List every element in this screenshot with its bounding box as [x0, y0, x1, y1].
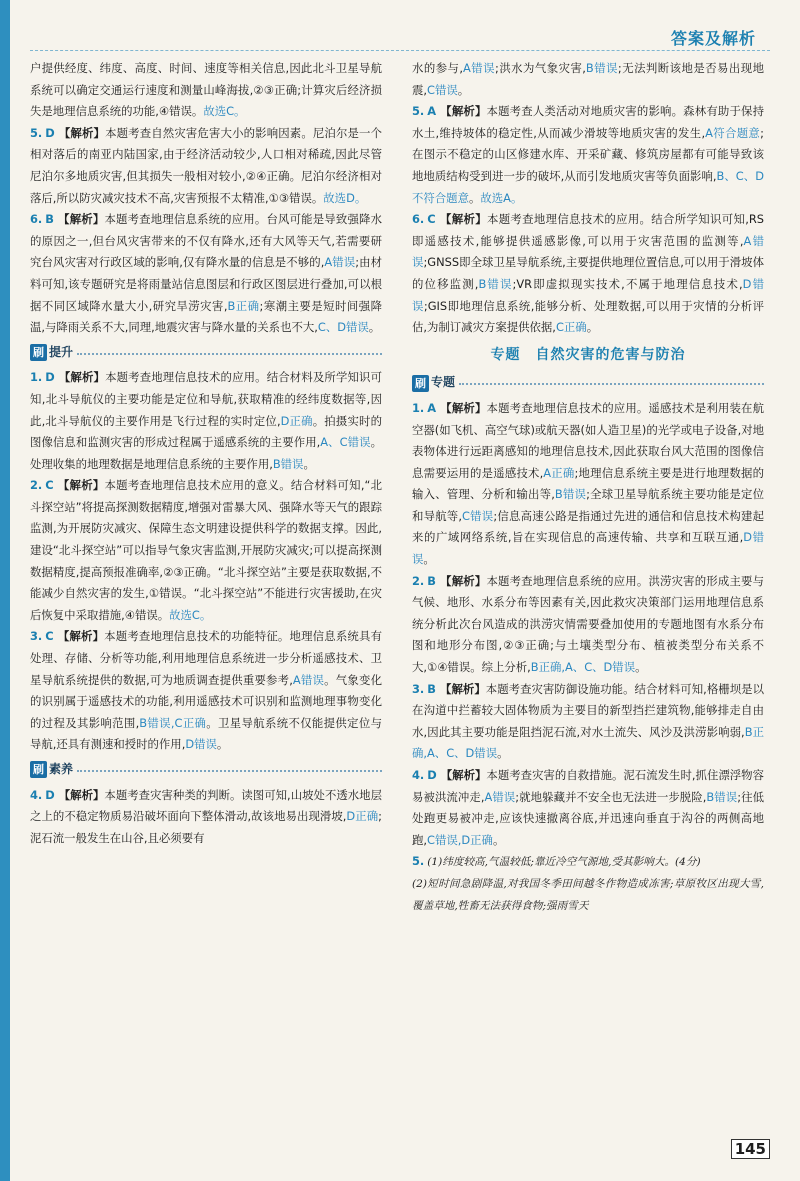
analysis-text: 本题考查地理信息系统的应用。洪涝灾害的形成主要与气候、地形、水系分布等因素有关,因此救灾决策部门运用地理信息系统分析此次台风造成的洪涝灾情需要叠加使用的专题地图有水系分布图和地形分布图,②③正确;与土壤类型分布、植被类型分布关系不大,①④错误。综上分析,: [412, 573, 764, 675]
dotted-rule: [459, 383, 764, 385]
dotted-rule: [77, 770, 382, 772]
option-judgement: C、D错误: [317, 320, 369, 335]
option-judgement: C正确: [555, 320, 587, 335]
item-number: 5.: [30, 125, 43, 140]
section-badge: 刷: [30, 761, 47, 778]
analysis-label: 【解析】: [439, 681, 486, 696]
item-number: 3.: [412, 681, 425, 696]
section-label: 素养: [49, 762, 74, 776]
handwritten-answer-line: (2)短时间急剧降温,对我国冬季田间越冬作物造成冻害;草原牧区出现大雪,覆盖草地,牲畜无法获得食物;强雨雪天: [412, 877, 764, 912]
option-judgement: D正确: [280, 413, 313, 428]
answer-letter: C: [45, 478, 54, 493]
item-number: 6.: [30, 212, 43, 227]
header-title: 答案及解析: [670, 29, 756, 48]
option-judgement: A错误: [324, 255, 356, 270]
analysis-label: 【解析】: [440, 768, 487, 782]
analysis-label: 【解析】: [58, 787, 105, 802]
answer-letter: D: [45, 787, 55, 802]
analysis-text: 。拍摄实时的图像信息和监测灾害的形成过程属于遥感系统的主要作用,: [30, 413, 382, 450]
analysis-text: ;寒潮主要是短时间强降温,与降雨关系不大,同理,地震灾害与降水量的关系也不大,: [30, 298, 382, 335]
left-column: [30, 58, 382, 849]
section-badge: 刷: [412, 375, 429, 392]
section-header-suyang: [30, 759, 382, 781]
item-number: 6.: [412, 212, 425, 227]
tisheng-item-1: [30, 367, 382, 475]
analysis-text: 本题考查地理信息技术的应用。遥感技术是利用装在航空器(如飞机、高空气球)或航天器(如人造卫星)的光学或电子设备,对地表物体进行远距离感知的地理信息技术,因此获取台风大范围的图像信息需要运用的是遥感技术,: [412, 400, 764, 480]
option-judgement: C错误: [462, 508, 494, 523]
analysis-label: 【解析】: [57, 478, 105, 493]
item-number: 4.: [412, 768, 425, 782]
option-judgement: B、C、D不符合题意: [412, 168, 764, 205]
analysis-text: ;GIS即地理信息系统,能够分析、处理数据,可以用于灾情的分析评估,为制订减灾方案提供依据,: [412, 298, 764, 335]
answer-item-6: [30, 209, 382, 339]
option-judgement: D错误: [412, 276, 764, 313]
analysis-text: ;VR即虚拟现实技术,不属于地理信息技术,: [512, 276, 743, 291]
option-judgement: C错误,D正确: [427, 832, 493, 847]
option-judgement: A错误: [412, 233, 764, 270]
option-judgement: B正确: [227, 298, 260, 313]
analysis-text: 。: [368, 320, 381, 335]
handwritten-answer-line: (1)纬度较高,气温较低;靠近冷空气源地,受其影响大。(4分): [427, 856, 701, 869]
conclusion: 故选A。: [480, 190, 523, 205]
page-number: 145: [731, 1139, 770, 1159]
answer-letter: B: [45, 212, 54, 227]
analysis-label: 【解析】: [58, 370, 106, 385]
option-judgement: A符合题意: [705, 125, 761, 140]
zhuanti-item-3: [412, 679, 764, 765]
section-label: 专题: [431, 375, 456, 390]
analysis-label: 【解析】: [57, 629, 105, 644]
analysis-text: 本题考查地理信息技术的应用。结合所学知识可知,RS即遥感技术,能够提供遥感影像,可以用于灾害范围的监测等,: [412, 212, 764, 248]
option-judgement: D错误: [412, 530, 764, 567]
analysis-text: ;在图示不稳定的山区修建水库、开采矿藏、修筑房屋都有可能导致该地地质结构受到进一步的破坏,从而引发地质灾害等负面影响,: [412, 125, 764, 183]
analysis-text: 水的参与,: [412, 61, 464, 75]
zhuanti-item-1: [412, 398, 764, 571]
item-number: 4.: [30, 787, 43, 802]
option-judgement: B错误: [706, 789, 738, 804]
answer-item-5: [30, 123, 382, 209]
analysis-text: ;就地躲藏并不安全也无法进一步脱险,: [515, 789, 707, 804]
header-divider: [30, 50, 770, 51]
analysis-text: 本题考查地理信息技术应用的意义。结合材料可知,“北斗探空站”将提高探测数据精度,增强对雷暴大风、强降水等天气的跟踪监测,为开展防灾减灾、保障生态文明建设提供科学的数据支撑。因此,建设“北斗探空站”可以指导气象灾害监测,开展防灾减灾;可以提高探测数据精度,提高预报准确率,②③正确。“北斗探空站”主要是获取数据,不能减少自然灾害的发生,①错误。“北斗探空站”不能进行灾害援助,在灾后恢复中采取措施,④错误。: [30, 478, 382, 622]
tisheng-item-3: [30, 626, 382, 756]
option-judgement: B错误: [478, 276, 513, 291]
option-judgement: A错误: [463, 61, 496, 75]
item-number: 5.: [412, 104, 425, 119]
analysis-text: ;信息高速公路是指通过先进的通信和信息技术构建起来的广域网络系统,旨在实现信息的高速传输、共享和互联互通,: [412, 508, 764, 545]
analysis-text: 。: [586, 320, 599, 335]
analysis-text: 。卫星导航系统不仅能提供定位与导航,还具有测速和授时的作用,: [30, 715, 382, 752]
option-judgement: C错误: [427, 82, 458, 97]
analysis-text: ;无法判断该地是否易出现地震,: [412, 61, 765, 97]
conclusion: 故选C。: [169, 607, 212, 622]
analysis-text: 。: [497, 746, 509, 761]
answer-letter: B: [427, 573, 436, 588]
suyang-item-4: [30, 785, 382, 850]
option-judgement: A错误: [292, 672, 325, 687]
analysis-text: 。: [423, 552, 435, 567]
option-judgement: B错误,C正确: [139, 715, 207, 730]
analysis-label: 【解析】: [58, 125, 106, 140]
item-number: 2.: [30, 478, 43, 493]
analysis-text: 本题考查地理信息技术的功能特征。地理信息系统具有处理、存储、分析等功能,利用地理信息系统进一步分析遥感技术、卫星导航系统提供的数据,可为地质调查提供重要参考,: [30, 629, 382, 687]
analysis-label: 【解析】: [439, 573, 487, 588]
suyang-item-5: [412, 101, 764, 209]
analysis-text: ;全球卫星导航系统主要功能是定位和导航等,: [412, 487, 764, 523]
suyang-item-6: [412, 209, 764, 339]
analysis-label: 【解析】: [57, 212, 105, 227]
item-number: 1.: [412, 400, 425, 415]
conclusion: 故选D。: [323, 190, 367, 205]
analysis-text: ;GNSS即全球卫星导航系统,主要提供地理位置信息,可以用于滑坡体的位移监测,: [412, 255, 764, 291]
analysis-text: 本题考查地理信息技术的应用。结合材料及所学知识可知,北斗导航仪的主要功能是定位和导航,获取精准的经纬度数据等,因此,北斗导航仪的主要作用是飞行过程的实时定位,: [30, 370, 382, 428]
answer-letter: D: [45, 125, 55, 140]
item-number: 5.: [412, 854, 425, 869]
analysis-label: 【解析】: [439, 212, 487, 227]
section-header-tisheng: [30, 342, 382, 364]
analysis-text: 。气象变化的识别属于遥感技术的功能,利用遥感技术可识别和监测地理事物变化的过程及其影响范围,: [30, 672, 382, 730]
answer-letter: D: [45, 370, 55, 385]
analysis-text: 。: [457, 82, 470, 97]
option-judgement: D错误: [185, 737, 217, 752]
intro-text: 户提供经度、纬度、高度、时间、速度等相关信息,因此北斗卫星导航系统可以确定交通运行速度和测量山峰海拔,②③正确;计算灾后经济损失是地理信息系统的功能,④错误。: [30, 61, 382, 119]
left-edge-bar: [0, 0, 10, 1181]
option-judgement: D正确: [346, 809, 379, 824]
item-number: 1.: [30, 370, 43, 385]
analysis-text: 本题考查地理信息系统的应用。台风可能是导致强降水的原因之一,但台风灾害带来的不仅有降水,还有大风等天气,若需要研究台风灾害对行政区域的影响,仅有降水量的信息是不够的,: [30, 212, 382, 270]
suyang-item-4-continued: [412, 58, 764, 101]
option-judgement: A错误: [484, 789, 516, 804]
analysis-text: 。: [216, 737, 229, 752]
analysis-text: ;往低处跑更易被冲走,应该快速撤离谷底,并迅速向垂直于沟谷的两侧高地跑,: [412, 789, 764, 847]
analysis-text: 本题考查自然灾害危害大小的影响因素。尼泊尔是一个相对落后的南亚内陆国家,由于经济活动较少,人口相对稀疏,因此尽管尼泊尔多地质灾害,但其损失一般相对较小,②④正确。尼泊尔经济相对落后,所以防灾减灾技术不高,灾害预报不太精准,①③错误。: [30, 125, 382, 205]
analysis-text: 本题考查人类活动对地质灾害的影响。森林有助于保持水土,维持坡体的稳定性,从而减少滑坡等地质灾害的发生,: [412, 104, 764, 140]
answer-letter: C: [45, 629, 54, 644]
answer-letter: B: [427, 681, 436, 696]
option-judgement: B错误: [554, 487, 587, 502]
analysis-text: ;地理信息系统主要是进行地理数据的输入、管理、分析和输出等,: [412, 465, 765, 502]
option-judgement: B错误: [272, 456, 304, 471]
option-judgement: B错误: [585, 61, 618, 75]
analysis-text: 本题考查灾害的自救措施。泥石流发生时,抓住漂浮物容易被洪流冲走,: [412, 768, 764, 804]
analysis-text: ;由材料可知,该专题研究是将雨量站信息图层和行政区图层进行叠加,可以根据不同区域降水量大小,研究旱涝灾害,: [30, 255, 382, 313]
analysis-text: 。: [468, 190, 481, 205]
option-judgement: A、C错误: [320, 435, 371, 450]
analysis-text: 。: [492, 832, 505, 847]
option-judgement: B正确,A、C、D错误: [530, 660, 636, 675]
analysis-text: 。: [303, 456, 315, 471]
zhuanti-item-5: [412, 851, 764, 917]
intro-paragraph: [30, 58, 382, 123]
section-label: 提升: [49, 344, 74, 359]
tisheng-item-2: [30, 475, 382, 626]
answer-letter: A: [427, 104, 437, 119]
answer-letter: D: [427, 768, 437, 782]
option-judgement: B正确,A、C、D错误: [412, 724, 764, 761]
intro-conclusion: 故选C。: [203, 104, 246, 119]
analysis-text: 本题考查灾害防御设施功能。结合材料可知,格栅坝是以在沟道中拦蓄较大固体物质为主要目的新型挡拦建筑物,能够排走自由水,因此其主要功能是阻挡泥石流,对水土流失、风沙及洪涝影响弱,: [412, 681, 764, 739]
analysis-text: ;泥石流一般发生在山谷,且必须要有: [30, 809, 382, 845]
zhuanti-item-2: [412, 571, 764, 679]
analysis-label: 【解析】: [440, 400, 487, 415]
item-number: 2.: [412, 573, 425, 588]
answer-letter: C: [427, 212, 436, 227]
dotted-rule: [77, 353, 382, 355]
right-column: [412, 58, 764, 917]
option-judgement: A正确: [543, 465, 575, 480]
analysis-text: ;洪水为气象灾害,: [495, 61, 586, 75]
analysis-text: 。: [635, 660, 647, 675]
zhuanti-item-4: [412, 765, 764, 851]
item-number: 3.: [30, 629, 43, 644]
answer-letter: A: [427, 400, 437, 415]
analysis-text: 本题考查灾害种类的判断。读图可知,山坡处不透水地层之上的不稳定物质易沿破坏面向下整体滑动,故该地易出现滑坡,: [30, 787, 382, 824]
analysis-label: 【解析】: [440, 104, 487, 119]
section-badge: 刷: [30, 344, 47, 361]
topic-heading: 专题 自然灾害的危害与防治: [490, 346, 686, 363]
section-header-zhuanti: [412, 372, 764, 394]
analysis-text: 。处理收集的地理数据是地理信息系统的主要作用,: [30, 435, 383, 471]
